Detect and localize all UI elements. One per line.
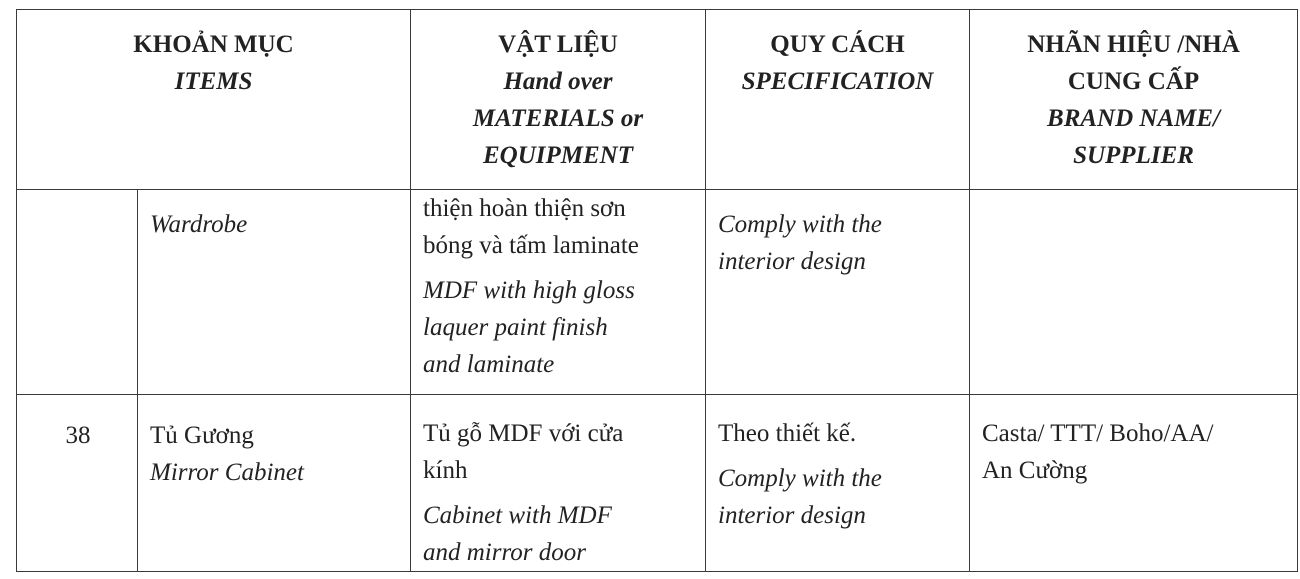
header-materials-en-3: EQUIPMENT [482, 142, 633, 169]
header-brand-en-2: SUPPLIER [1073, 142, 1194, 169]
material-vi-line-2: bóng và tấm laminate [423, 232, 639, 259]
header-items-en: ITEMS [174, 68, 253, 95]
row-number-cell [17, 190, 138, 395]
material-cell [411, 395, 706, 572]
spec-en-line-1: Comply with the [718, 211, 882, 238]
brand-line-2: An Cường [982, 457, 1088, 484]
material-en-line-1: MDF with high gloss [423, 277, 635, 304]
row-number: 38 [65, 422, 91, 449]
table-row [17, 190, 1298, 395]
table-header-row [17, 10, 1298, 190]
item-name-en: Wardrobe [150, 211, 248, 238]
header-materials-en-1: Hand over [503, 68, 613, 95]
brand-cell [970, 395, 1298, 572]
item-name-en: Mirror Cabinet [150, 459, 304, 486]
header-brand-en-1: BRAND NAME/ [1047, 105, 1220, 132]
spec-en-line-2: interior design [718, 502, 866, 529]
header-brand-vi-1: NHÃN HIỆU /NHÀ [1027, 31, 1240, 58]
spec-vi: Theo thiết kế. [718, 420, 857, 447]
header-spec-vi: QUY CÁCH [770, 31, 905, 58]
item-cell [138, 190, 411, 395]
table-row [17, 395, 1298, 572]
material-en-line-2: laquer paint finish [423, 314, 608, 341]
header-items-vi: KHOẢN MỤC [133, 31, 294, 58]
specification-table [16, 9, 1298, 572]
header-materials-en-2: MATERIALS or [472, 105, 644, 132]
spec-en-line-2: interior design [718, 248, 866, 275]
material-en-line-2: and mirror door [423, 539, 586, 566]
header-specification [706, 10, 970, 190]
row-number-cell [17, 395, 138, 572]
spec-cell [706, 190, 970, 395]
spec-en-line-1: Comply with the [718, 465, 882, 492]
row-number [17, 190, 137, 212]
material-vi-line-2: kính [423, 457, 468, 484]
header-brand [970, 10, 1298, 190]
header-items [17, 10, 411, 190]
spec-cell [706, 395, 970, 572]
header-brand-vi-2: CUNG CẤP [1067, 68, 1200, 95]
header-materials-vi: VẬT LIỆU [498, 31, 618, 58]
material-cell [411, 190, 706, 395]
brand-cell [970, 190, 1298, 395]
material-vi-line-1: Tủ gỗ MDF với cửa [423, 420, 624, 447]
material-vi-line-1: thiện hoàn thiện sơn [423, 195, 626, 222]
item-name-vi: Tủ Gương [150, 422, 254, 449]
header-spec-en: SPECIFICATION [741, 68, 934, 95]
brand-line-1: Casta/ TTT/ Boho/AA/ [982, 420, 1214, 447]
material-en-line-3: and laminate [423, 351, 555, 378]
header-materials [411, 10, 706, 190]
material-en-line-1: Cabinet with MDF [423, 502, 612, 529]
item-cell [138, 395, 411, 572]
